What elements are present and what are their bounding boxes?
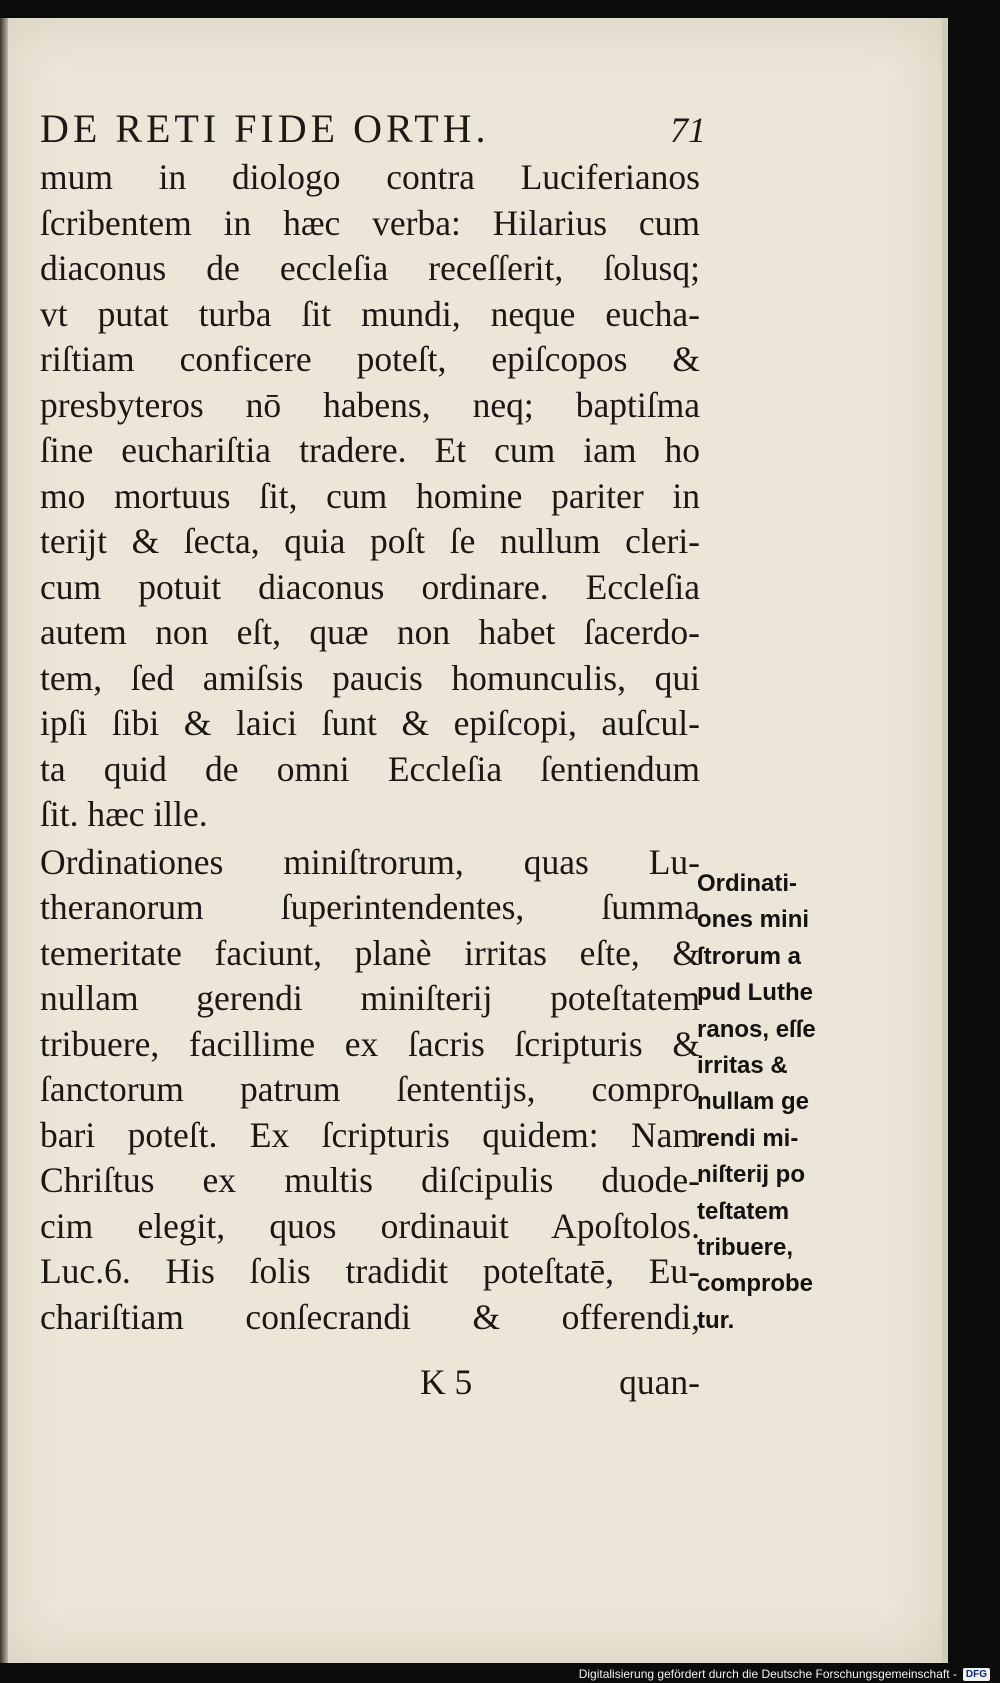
text-line: autem non eſt, quæ non habet ſacerdo- (40, 612, 700, 652)
marginal-note-line: ſtrorum a (697, 942, 802, 970)
text-line: diaconus de eccleſia receſſerit, ſolusq; (40, 248, 700, 288)
catchword: quan- (619, 1362, 700, 1402)
text-line: tribuere, facillime ex ſacris ſcripturis & (40, 1023, 700, 1064)
text-line: Chriſtus ex multis diſcipulis duode- (40, 1160, 700, 1200)
text-line: riſtiam conficere poteſt, epiſcopos & (40, 339, 700, 379)
marginal-note-line: ranos, eſſe (697, 1015, 816, 1043)
text-line: presbyteros nō habens, neq; baptiſma (40, 384, 700, 425)
marginal-note-line: irritas & (697, 1052, 788, 1080)
text-line: Luc.6. His ſolis tradidit poteſtatē, Eu- (40, 1251, 700, 1291)
text-line: ſanctorum patrum ſententijs, compro (40, 1069, 700, 1109)
catchword-line (420, 1361, 700, 1403)
marginal-note-line: rendi mi- (697, 1124, 799, 1152)
text-line: theranorum ſuperintendentes, ſumma (40, 887, 700, 927)
text-line: cim elegit, quos ordinauit Apoſtolos. (40, 1205, 700, 1246)
funding-credit: Digitalisierung gefördert durch die Deutsche Forschungsgemeinschaft - (578, 1667, 957, 1681)
text-line: ipſi ſibi & laici ſunt & epiſcopi, auſcul- (40, 703, 700, 743)
text-line: vt putat turba ſit mundi, neque eucha- (40, 293, 700, 334)
digitization-footer (579, 1667, 990, 1681)
text-line: ſcribentem in hæc verba: Hilarius cum (40, 202, 700, 243)
marginal-note-line: teſtatem (697, 1197, 790, 1225)
text-line: cum potuit diaconus ordinare. Eccleſia (40, 566, 700, 607)
text-line: terijt & ſecta, quia poſt ſe nullum cleri- (40, 521, 700, 561)
marginal-note-line: pud Luthe (697, 979, 813, 1007)
marginal-note-line: comprobe (697, 1270, 814, 1298)
text-line: Ordinationes miniſtrorum, quas Lu- (40, 841, 700, 882)
marginal-note-line: tribuere, (697, 1234, 794, 1262)
dfg-logo-icon: DFG (963, 1668, 990, 1681)
text-line: ſit. hæc ille. (40, 794, 208, 834)
text-line: ta quid de omni Eccleſia ſentiendum (40, 748, 700, 789)
marginal-note (697, 866, 857, 1339)
text-line: mum in diologo contra Luciferianos (40, 157, 700, 197)
text-line: temeritate faciunt, planè irritas eſte, & (40, 932, 700, 973)
book-page (0, 18, 948, 1663)
marginal-note-line: Ordinati- (697, 870, 797, 897)
text-line: nullam gerendi miniſterij poteſtatem (40, 978, 700, 1018)
marginal-note-line: ones mini (697, 906, 810, 934)
text-line: ſine euchariſtia tradere. Et cum iam ho (40, 430, 700, 470)
body-text (40, 155, 700, 1340)
running-head-title: DE RETI FIDE ORTH. (40, 106, 490, 151)
marginal-note-line: nullam ge (697, 1088, 810, 1116)
text-line: mo mortuus ſit, cum homine pariter in (40, 475, 700, 516)
text-line: tem, ſed amiſsis paucis homunculis, qui (40, 657, 700, 698)
running-head (40, 105, 706, 152)
marginal-note-line: tur. (697, 1306, 735, 1334)
signature-mark: K 5 (420, 1362, 473, 1402)
page-number: 71 (670, 110, 706, 150)
text-line: chariſtiam conſecrandi & offerendi, (40, 1296, 700, 1337)
text-line: bari poteſt. Ex ſcripturis quidem: Nam (40, 1114, 700, 1155)
marginal-note-line: niſterij po (697, 1161, 805, 1189)
